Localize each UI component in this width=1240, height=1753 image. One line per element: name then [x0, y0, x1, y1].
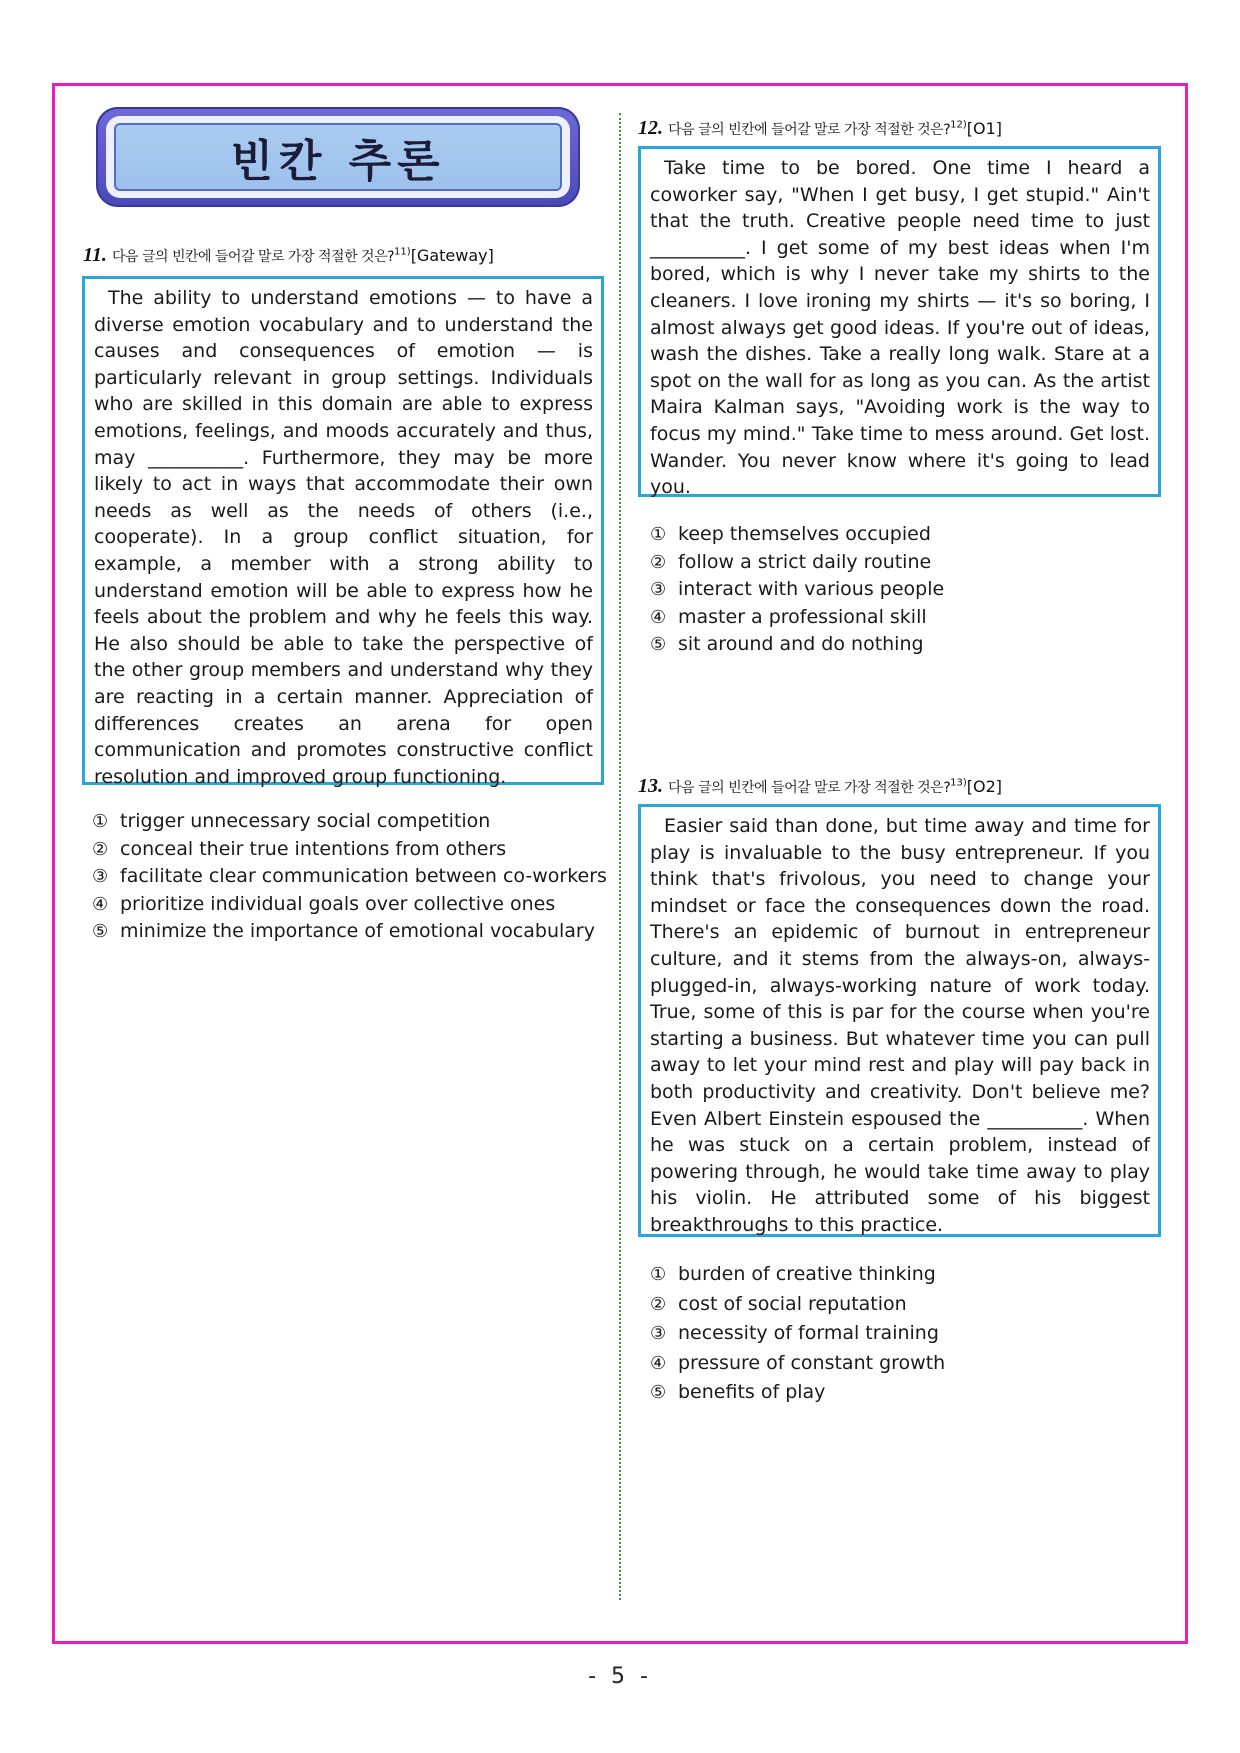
choice-mark: ④ [92, 893, 109, 915]
banner-inner [114, 123, 562, 191]
footnote-mark: 11) [394, 246, 411, 258]
choice-mark: ③ [92, 866, 109, 887]
choice-text: master a professional skill [678, 605, 927, 628]
choice-list-11 [92, 808, 607, 946]
footnote-mark: 12) [950, 119, 967, 131]
choice-text: follow a strict daily routine [678, 550, 932, 573]
passage-text: The ability to understand emotions — to have a diverse emotion vocabulary and to understand the causes and consequences of emotion — is particularly relevant in group settings. Individuals who are skilled in this domain are able to express emotions, feelings, and moods accurately and thus, may __________. Furthermore, they may be more likely to act in ways that accommodate their own needs as well as the needs of others (i.e., cooperate). In a group conflict situation, for example, a member with a strong ability to understand emotion will be able to express how he feels about the problem and why he feels this way. He also should be able to take the perspective of the other group members and understand why they are reacting in a certain manner. Appreciation of differences creates an arena for open communication and promotes constructive conflict resolution and improved group functioning. [94, 287, 593, 788]
question-source: [O1] [966, 119, 1003, 138]
choice-mark: ⑤ [650, 634, 667, 655]
footnote-mark: 13) [950, 777, 967, 789]
choice-text: keep themselves occupied [678, 523, 931, 545]
choice-mark: ③ [650, 579, 667, 600]
choice-mark: ⑤ [650, 1382, 667, 1403]
column-divider [619, 113, 621, 1600]
choice-text: pressure of constant growth [678, 1351, 946, 1374]
choice-list-12 [650, 521, 944, 659]
choice-mark: ② [650, 1293, 667, 1315]
choice-item[interactable] [650, 1319, 945, 1349]
choice-item[interactable] [650, 521, 944, 549]
choice-list-13 [650, 1260, 945, 1408]
choice-mark: ④ [650, 606, 667, 628]
question-header-12 [638, 117, 1002, 140]
choice-item[interactable] [650, 1378, 945, 1408]
passage-text: Easier said than done, but time away and time for play is invaluable to the busy entrepreneur. If you think that's frivolous, you need to change your mindset or face the consequences down the road. There's an epidemic of burnout in entrepreneur culture, and it stems from the always-on, always-plugged-in, always-working nature of work today. True, some of this is par for the course when you're starting a business. But whatever time you can pull away to let your mind rest and play will pay back in both productivity and creativity. Don't believe me? Even Albert Einstein espoused the __________. When he was stuck on a certain problem, instead of powering through, he would take time away to play his violin. He attributed some of his biggest breakthroughs to this practice. [650, 815, 1150, 1236]
choice-item[interactable] [650, 604, 944, 632]
question-header-13 [638, 775, 1002, 798]
choice-item[interactable] [650, 576, 944, 604]
question-number: 12. [638, 117, 663, 139]
section-title: 빈칸 추론 [230, 136, 446, 187]
choice-text: trigger unnecessary social competition [120, 810, 491, 832]
choice-item[interactable] [92, 918, 607, 946]
choice-mark: ⑤ [92, 921, 109, 942]
choice-text: sit around and do nothing [678, 633, 924, 655]
choice-item[interactable] [92, 808, 607, 836]
choice-text: burden of creative thinking [678, 1263, 936, 1285]
choice-text: cost of social reputation [678, 1292, 907, 1315]
passage-box-13 [638, 804, 1161, 1237]
choice-mark: ④ [650, 1352, 667, 1374]
question-prompt: 다음 글의 빈칸에 들어갈 말로 가장 적절한 것은? [668, 780, 951, 796]
choice-text: minimize the importance of emotional vocabulary [120, 920, 595, 942]
choice-item[interactable] [650, 549, 944, 577]
choice-item[interactable] [650, 1260, 945, 1290]
choice-item[interactable] [650, 1290, 945, 1320]
question-prompt: 다음 글의 빈칸에 들어갈 말로 가장 적절한 것은? [668, 122, 951, 138]
question-header-11 [83, 244, 494, 267]
choice-mark: ① [650, 1264, 667, 1285]
choice-mark: ② [650, 551, 667, 573]
choice-mark: ① [92, 811, 109, 832]
page-number: - 5 - [588, 1664, 652, 1689]
choice-text: conceal their true intentions from others [120, 837, 507, 860]
question-prompt: 다음 글의 빈칸에 들어갈 말로 가장 적절한 것은? [112, 249, 395, 265]
passage-box-11 [82, 276, 604, 788]
choice-text: benefits of play [678, 1381, 826, 1403]
choice-item[interactable] [92, 891, 607, 919]
choice-item[interactable] [650, 631, 944, 659]
passage-box-12 [638, 146, 1161, 497]
choice-text: facilitate clear communication between co-workers [120, 865, 607, 887]
choice-mark: ③ [650, 1323, 667, 1344]
question-number: 11. [83, 244, 107, 266]
question-number: 13. [638, 775, 663, 797]
passage-text: Take time to be bored. One time I heard a coworker say, "When I get busy, I get stupid." Ain't that the truth. Creative people need time to just __________. I get some of my best ideas when I'm bored, which is why I never take my shirts to the cleaners. I love ironing my shirts — it's so boring, I almost always get good ideas. If you're out of ideas, wash the dishes. Take a really long walk. Stare at a spot on the wall for as long as you can. As the artist Maira Kalman says, "Avoiding work is the way to focus my mind." Take time to mess around. Get lost. Wander. You never know where it's going to lead you. [650, 157, 1150, 499]
question-source: [Gateway] [410, 246, 494, 265]
choice-item[interactable] [92, 863, 607, 891]
choice-mark: ② [92, 838, 109, 860]
section-title-banner [96, 107, 580, 207]
choice-text: interact with various people [678, 578, 945, 600]
choice-text: necessity of formal training [678, 1322, 939, 1344]
question-source: [O2] [966, 777, 1003, 796]
choice-item[interactable] [92, 836, 607, 864]
choice-text: prioritize individual goals over collective ones [120, 892, 556, 915]
choice-item[interactable] [650, 1349, 945, 1379]
choice-mark: ① [650, 524, 667, 545]
